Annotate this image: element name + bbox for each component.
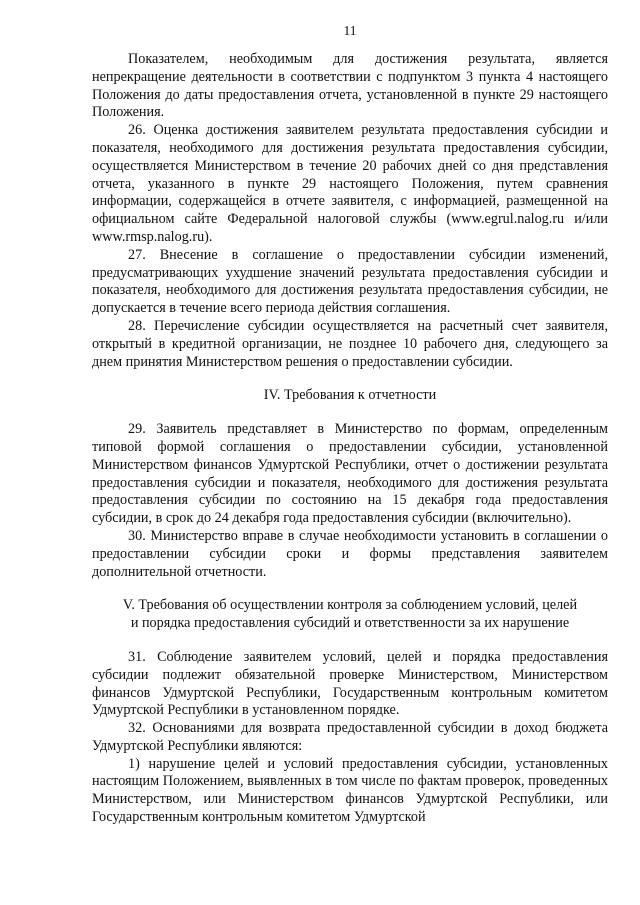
- section-5-heading-line-1: V. Требования об осуществлении контроля за соблюдением условий, целей: [122, 597, 578, 614]
- section-4-heading: IV. Требования к отчетности: [263, 387, 437, 404]
- paragraph-26: 26. Оценка достижения заявителем результата предоставления субсидии и показателя, необходимого для достижения результата предоставления субсидии, осуществляется Министерством в течение 20 рабочих дней со дня представления отчета, указанного в пункте 29 настоящего Положения, путем сравнения информации, содержащейся в отчете заявителя, с информацией, размещенной на официальном сайте Федеральной налоговой службы (www.egrul.nalog.ru и/или www.rmsp.nalog.ru).: [92, 122, 608, 245]
- section-5-heading: [92, 597, 608, 633]
- paragraph-32-item-1: 1) нарушение целей и условий предоставления субсидии, установленных настоящим Положением, выявленных в том числе по фактам проверок, проведенных Министерством, или Министерством финансов Удмуртской Республики, или Государственным контрольным комитетом Удмуртской: [92, 755, 608, 826]
- paragraph-29: 29. Заявитель представляет в Министерство по формам, определенным типовой формой соглашения о предоставлении субсидии, установленной Министерством финансов Удмуртской Республики, отчет о достижении результата предоставления субсидии и показателя, необходимого для достижения результата предоставления субсидии по состоянию на 15 декабря года предоставления субсидии, в срок до 24 декабря года предоставления субсидии (включительно).: [92, 421, 608, 527]
- paragraph-31: 31. Соблюдение заявителем условий, целей и порядка предоставления субсидии подлежит обязательной проверке Министерством, Министерством финансов Удмуртской Республики, Государственным контрольным комитетом Удмуртской Республики в установленном порядке.: [92, 648, 608, 719]
- paragraph-indicator: Показателем, необходимым для достижения результата, является непрекращение деятельности в соответствии с подпунктом 3 пункта 4 настоящего Положения до даты предоставления отчета, установленной в пункте 29 настоящего Положения.: [92, 51, 608, 121]
- section-5-heading-line-2: и порядка предоставления субсидий и ответственности за их нарушение: [130, 615, 570, 632]
- paragraph-30: 30. Министерство вправе в случае необходимости установить в соглашении о предоставлении субсидии сроки и формы представления заявителем дополнительной отчетности.: [92, 527, 608, 580]
- paragraph-27: 27. Внесение в соглашение о предоставлении субсидии изменений, предусматривающих ухудшение значений результата предоставления субсидии и показателя, необходимого для достижения результата предоставления субсидии, не допускается в течение всего периода действия соглашения.: [92, 246, 608, 317]
- paragraph-28: 28. Перечисление субсидии осуществляется на расчетный счет заявителя, открытый в кредитной организации, не позднее 10 рабочего дня, следующего за днем принятия Министерством решения о предоставлении субсидии.: [92, 317, 608, 370]
- page-number: 11: [343, 23, 357, 38]
- paragraph-32: 32. Основаниями для возврата предоставленной субсидии в доход бюджета Удмуртской Республики являются:: [92, 720, 608, 754]
